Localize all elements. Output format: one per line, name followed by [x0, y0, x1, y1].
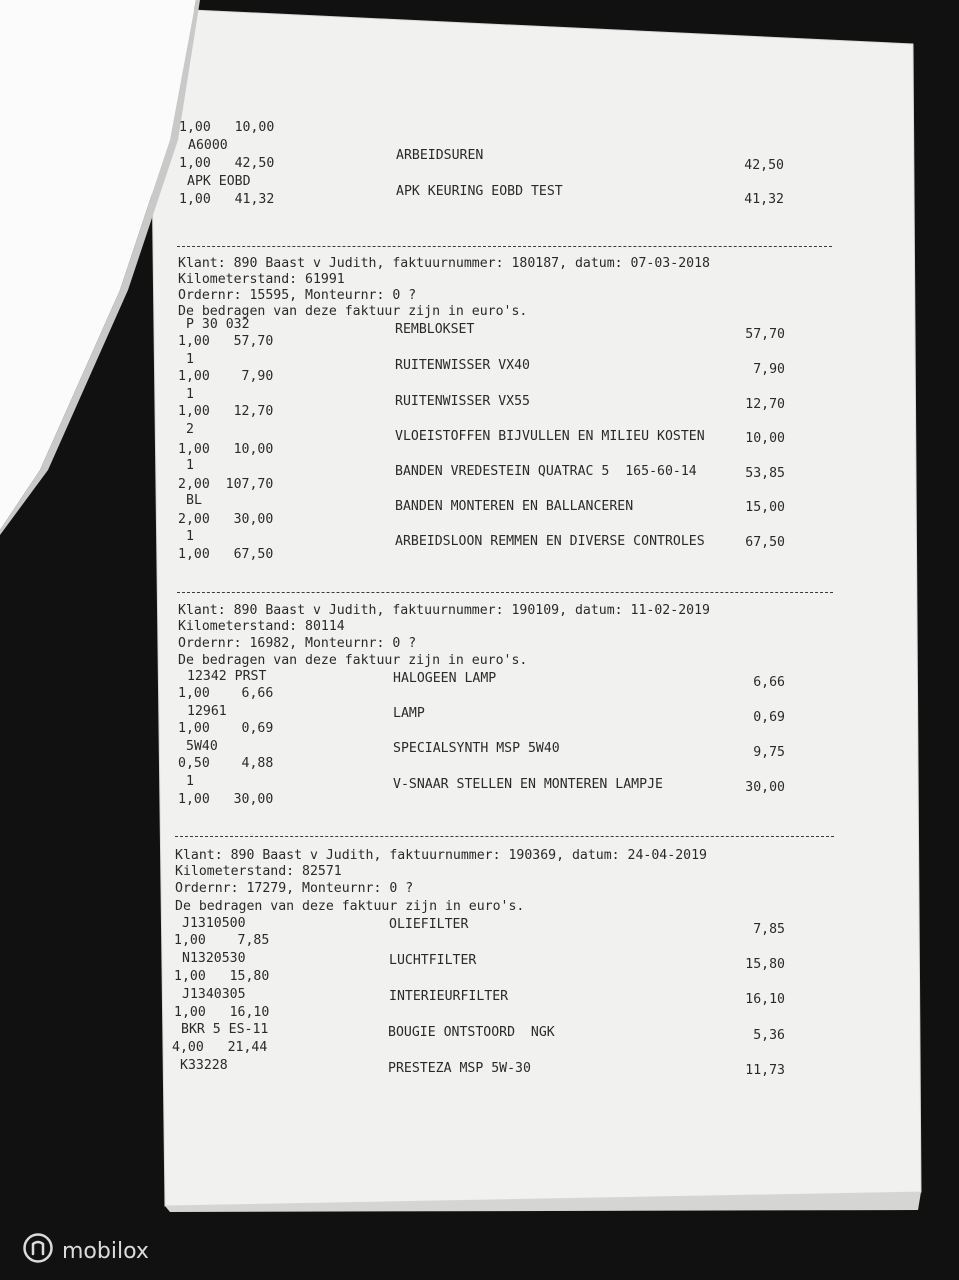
item-qty-price: 1,00 67,50	[178, 547, 274, 562]
item-desc: PRESTEZA MSP 5W-30	[388, 1061, 531, 1076]
item-amount: 16,10	[745, 992, 785, 1007]
item-amount: 11,73	[745, 1063, 785, 1078]
separator	[175, 836, 834, 837]
item-desc: VLOEISTOFFEN BIJVULLEN EN MILIEU KOSTEN	[395, 429, 705, 444]
item-code: N1320530	[182, 951, 246, 966]
item-desc: RUITENWISSER VX55	[395, 394, 530, 409]
item-desc: HALOGEEN LAMP	[393, 671, 497, 686]
line-desc: APK KEURING EOBD TEST	[396, 184, 563, 199]
item-amount: 15,80	[745, 957, 785, 972]
watermark	[22, 1232, 149, 1270]
invoice-header-line: Kilometerstand: 80114	[178, 619, 345, 634]
item-qty-price: 2,00 30,00	[178, 512, 274, 527]
item-qty-price: 1,00 12,70	[178, 404, 274, 419]
item-qty-price: 1,00 10,00	[178, 442, 274, 457]
watermark-text: mobilox	[62, 1238, 149, 1264]
item-code: 2	[186, 422, 194, 437]
item-desc: LAMP	[393, 706, 425, 721]
item-qty-price: 1,00 6,66	[178, 686, 274, 701]
item-desc: INTERIEURFILTER	[389, 989, 509, 1004]
line-amount: 41,32	[744, 192, 784, 207]
item-desc: ARBEIDSLOON REMMEN EN DIVERSE CONTROLES	[395, 534, 705, 549]
item-amount: 57,70	[745, 327, 785, 342]
item-amount: 30,00	[745, 780, 785, 795]
item-desc: V-SNAAR STELLEN EN MONTEREN LAMPJE	[393, 777, 663, 792]
invoice-header-line: Ordernr: 15595, Monteurnr: 0 ?	[178, 288, 417, 303]
line-amount: 42,50	[744, 158, 784, 173]
item-amount: 9,75	[753, 745, 785, 760]
item-desc: RUITENWISSER VX40	[395, 358, 530, 373]
invoice-header-line: Klant: 890 Baast v Judith, faktuurnummer: 190109, datum: 11-02-2019	[178, 603, 710, 618]
invoice-header-line: De bedragen van deze faktuur zijn in euro's.	[178, 653, 528, 668]
item-desc: REMBLOKSET	[395, 322, 475, 337]
item-amount: 67,50	[745, 535, 785, 550]
item-code: 1	[186, 774, 194, 789]
invoice-header-line: Klant: 890 Baast v Judith, faktuurnummer: 190369, datum: 24-04-2019	[175, 848, 707, 863]
item-code: K33228	[180, 1058, 228, 1073]
item-qty-price: 2,00 107,70	[178, 477, 274, 492]
item-code: 5W40	[186, 739, 218, 754]
item-desc: BANDEN VREDESTEIN QUATRAC 5 165-60-14	[395, 464, 697, 479]
item-code: 1	[186, 387, 194, 402]
separator	[177, 246, 832, 247]
item-code: BKR 5 ES-11	[181, 1022, 269, 1037]
line-code: A6000	[188, 138, 228, 153]
item-qty-price: 1,00 0,69	[178, 721, 274, 736]
item-qty-price: 1,00 57,70	[178, 334, 274, 349]
item-amount: 12,70	[745, 397, 785, 412]
item-qty-price: 1,00 16,10	[174, 1005, 270, 1020]
line-qty-price: 1,00 41,32	[179, 192, 275, 207]
invoice-header-line: Ordernr: 17279, Monteurnr: 0 ?	[175, 881, 414, 896]
mobilox-logo-icon	[22, 1232, 54, 1270]
line-qty-price: 1,00 10,00	[179, 120, 275, 135]
item-amount: 15,00	[745, 500, 785, 515]
item-code: J1310500	[182, 916, 246, 931]
item-amount: 6,66	[753, 675, 785, 690]
item-qty-price: 0,50 4,88	[178, 756, 274, 771]
item-qty-price: 1,00 7,85	[174, 933, 270, 948]
invoice-header-line: Klant: 890 Baast v Judith, faktuurnummer: 180187, datum: 07-03-2018	[178, 256, 710, 271]
invoice-header-line: De bedragen van deze faktuur zijn in euro's.	[175, 899, 525, 914]
item-code: P 30 032	[186, 317, 250, 332]
item-code: 12961	[187, 704, 227, 719]
item-amount: 53,85	[745, 466, 785, 481]
invoice-header-line: Kilometerstand: 61991	[178, 272, 345, 287]
item-desc: LUCHTFILTER	[389, 953, 477, 968]
item-code: BL	[186, 493, 202, 508]
item-desc: BANDEN MONTEREN EN BALLANCEREN	[395, 499, 634, 514]
item-amount: 7,90	[753, 362, 785, 377]
item-desc: BOUGIE ONTSTOORD NGK	[388, 1025, 555, 1040]
item-qty-price: 1,00 15,80	[174, 969, 270, 984]
item-amount: 7,85	[753, 922, 785, 937]
item-amount: 5,36	[753, 1028, 785, 1043]
item-code: 1	[186, 529, 194, 544]
item-qty-price: 1,00 30,00	[178, 792, 274, 807]
item-desc: OLIEFILTER	[389, 917, 469, 932]
invoice-header-line: Ordernr: 16982, Monteurnr: 0 ?	[178, 636, 417, 651]
line-qty-price: 1,00 42,50	[179, 156, 275, 171]
separator	[177, 592, 833, 593]
item-qty-price: 4,00 21,44	[172, 1040, 268, 1055]
line-desc: ARBEIDSUREN	[396, 148, 484, 163]
item-qty-price: 1,00 7,90	[178, 369, 274, 384]
item-code: 1	[186, 352, 194, 367]
item-desc: SPECIALSYNTH MSP 5W40	[393, 741, 560, 756]
line-code: APK EOBD	[187, 174, 251, 189]
invoice-header-line: De bedragen van deze faktuur zijn in euro's.	[178, 304, 528, 319]
item-amount: 10,00	[745, 431, 785, 446]
item-code: 1	[186, 458, 194, 473]
item-code: J1340305	[182, 987, 246, 1002]
invoice-header-line: Kilometerstand: 82571	[175, 864, 342, 879]
item-amount: 0,69	[753, 710, 785, 725]
item-code: 12342 PRST	[187, 669, 267, 684]
